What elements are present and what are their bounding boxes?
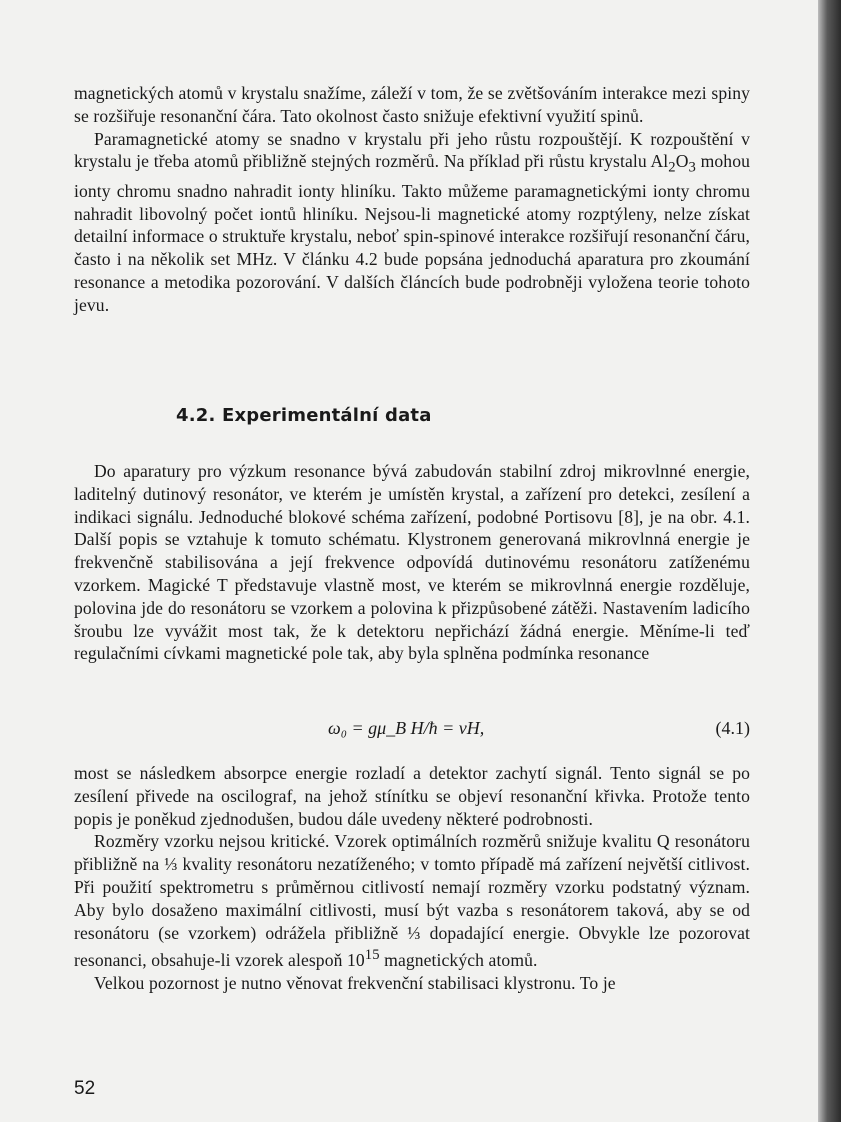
subscript-3: 3 [688, 159, 696, 176]
superscript-15: 15 [364, 947, 380, 964]
intro-paragraph-2 [74, 128, 750, 317]
subscript-2: 2 [668, 159, 676, 176]
section-heading: 4.2. Experimentální data [176, 405, 432, 426]
intro-paragraph-2-part-b: O [675, 151, 689, 172]
equation-number: (4.1) [715, 718, 750, 738]
section-paragraph-3 [74, 830, 750, 972]
section-text-top [74, 460, 750, 665]
section-paragraph-1: Do aparatury pro výzkum resonance bývá zabudován stabilní zdroj mikrovlnné energie, laditelný dutinový resonátor, ve kterém je umístěn krystal, a zařízení pro detekci, zesílení a indikaci signálu. Jednoduché blokové schéma zařízení, podobné Portisovu [8], je na obr. 4.1. Další popis se vztahuje k tomuto schématu. Klystronem generovaná mikrovlnná energie je frekvenčně stabilisována a její frekvence odpovídá dutinovému resonátoru zatíženému vzorkem. Magické T představuje vlastně most, ve kterém se mikrovlnná energie rozděluje, polovina jde do resonátoru se vzorkem a polovina k přizpůsobené zátěži. Nastavením ladicího šroubu lze vyvážit most tak, že k detektoru nepřichází žádná energie. Měníme-li teď regulačními cívkami magnetické pole tak, aby byla splněna podmínka resonance [74, 461, 750, 664]
intro-text [74, 82, 750, 316]
section-text-bottom [74, 762, 750, 995]
intro-paragraph-1: magnetických atomů v krystalu snažíme, záleží v tom, že se zvětšováním interakce mezi spiny se rozšiřuje resonanční čára. Tato okolnost často snižuje efektivní využití spinů. [74, 83, 750, 126]
section-paragraph-3-part-a: Rozměry vzorku nejsou kritické. Vzorek optimálních rozměrů snižuje kvalitu Q resonátoru přibližně na ⅓ kvality resonátoru nezatíženého; v tomto případě má zařízení největší citlivost. Při použití spektrometru s průměrnou citlivostí nemají rozměry vzorku podstatný význam. Aby bylo dosaženo maximální citlivosti, musí být vazba s resonátorem taková, aby se od resonátoru (se vzorkem) odrážela přibližně ⅓ dopadající energie. Obvykle lze pozorovat resonanci, obsahuje-li vzorek alespoň 10 [74, 831, 750, 971]
section-paragraph-3-part-b: magnetických atomů. [379, 950, 538, 971]
equation: ω₀ = gμ_B H/ħ = νH, [328, 718, 485, 738]
book-spine-shadow [818, 0, 841, 1122]
equation-row [74, 718, 750, 744]
intro-paragraph-2-part-a: Paramagnetické atomy se snadno v krystalu při jeho růstu rozpouštějí. K rozpouštění v krystalu je třeba atomů přibližně stejných rozměrů. Na příklad při růstu krystalu Al [74, 128, 750, 172]
page-number: 52 [74, 1078, 96, 1099]
section-paragraph-4: Velkou pozornost je nutno věnovat frekvenční stabilisaci klystronu. To je [94, 973, 616, 994]
section-paragraph-2: most se následkem absorpce energie rozladí a detektor zachytí signál. Tento signál se po zesílení přivede na oscilograf, na jehož stínítku se objeví resonanční křivka. Protože tento popis je poněkud zjednodušen, budou dále uvedeny některé podrobnosti. [74, 763, 750, 829]
intro-paragraph-2-part-c: mohou ionty chromu snadno nahradit ionty hliníku. Takto můžeme paramagnetickými ionty chromu nahradit libovolný počet iontů hliníku. Nejsou-li magnetické atomy rozptýleny, nelze získat detailní informace o struktuře krystalu, neboť spin-spinové interakce rozšiřují resonanční čáru, často i na několik set MHz. V článku 4.2 bude popsána jednoduchá aparatura pro zkoumání resonance a metodika pozorování. V dalších článcích bude podrobněji vyložena teorie tohoto jevu. [74, 151, 750, 315]
